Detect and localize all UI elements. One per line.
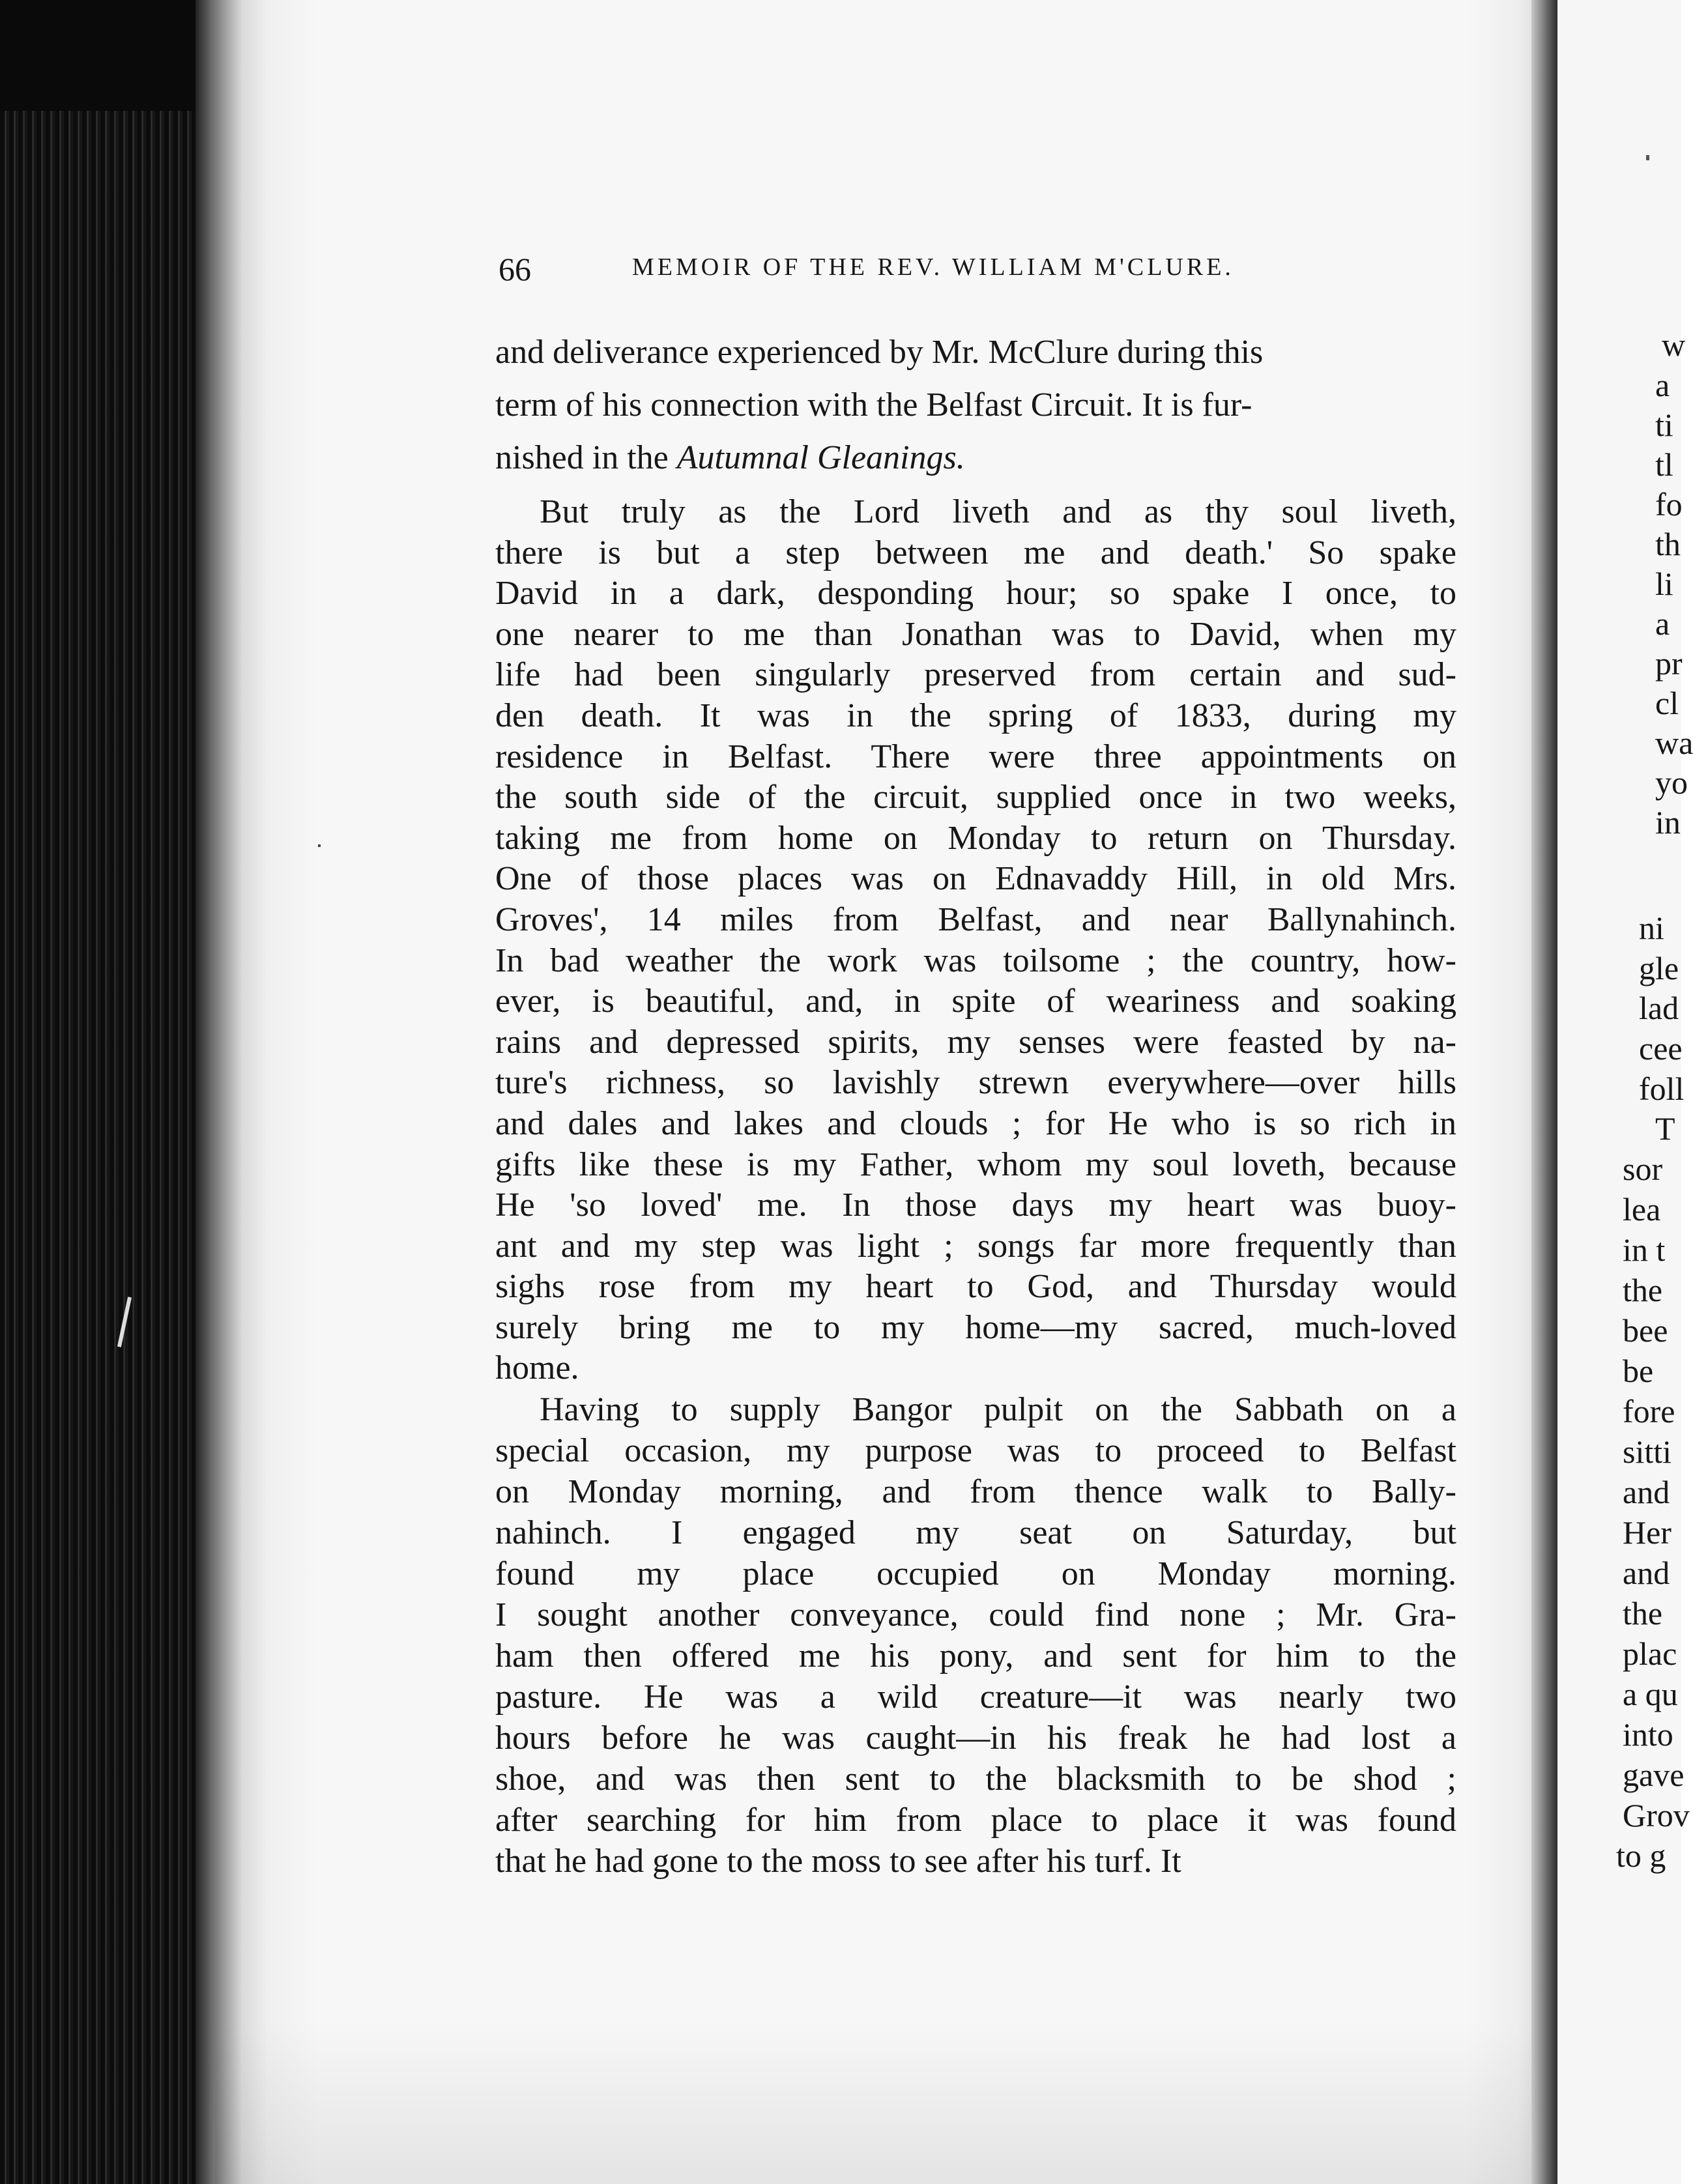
facing-page-line: a [1655, 367, 1670, 403]
speck [1646, 155, 1649, 160]
facing-page-line: th [1655, 526, 1681, 562]
text-line [495, 431, 1456, 484]
text-line: found my place occupied on Monday morning. [495, 1555, 1456, 1593]
page-gutter [1531, 0, 1557, 2184]
facing-page-line: and [1623, 1474, 1670, 1510]
facing-page-line: Her [1623, 1514, 1671, 1551]
text-line: ant and my step was light ; songs far more frequently than [495, 1227, 1456, 1265]
body-text [495, 326, 1456, 1882]
facing-page-line: in [1655, 804, 1681, 841]
text-line: den death. It was in the spring of 1833, during my [495, 697, 1456, 734]
text-line: In bad weather the work was toilsome ; the country, how- [495, 941, 1456, 979]
facing-page-line: be [1623, 1353, 1654, 1389]
text-line: surely bring me to my home—my sacred, much-loved [495, 1308, 1456, 1346]
text-line: But truly as the Lord liveth and as thy soul liveth, [540, 493, 1456, 530]
opening-lines [495, 326, 1456, 484]
facing-page-line: fo [1655, 486, 1683, 523]
text-line: and deliverance experienced by Mr. McClure during this [495, 334, 1264, 371]
text-line: Groves', 14 miles from Belfast, and near Ballynahinch. [495, 900, 1456, 938]
text-line: home. [495, 1349, 579, 1387]
facing-page-line: pr [1655, 645, 1683, 682]
facing-page-line: lea [1623, 1191, 1661, 1228]
facing-page [1557, 0, 1693, 2184]
text-line: the south side of the circuit, supplied once in two weeks, [495, 779, 1456, 816]
page-shadow [215, 2020, 1531, 2184]
page-edge [195, 0, 241, 2184]
text-line: shoe, and was then sent to the blacksmith to be shod ; [495, 1760, 1456, 1798]
paragraph-1 [495, 492, 1456, 1389]
facing-page-line: gave [1623, 1757, 1685, 1793]
facing-page-line: foll [1639, 1070, 1685, 1107]
facing-page-line: ti [1655, 407, 1673, 443]
text-line: after searching for him from place to place it was found [495, 1802, 1456, 1839]
facing-page-line: gle [1639, 950, 1679, 986]
facing-page-line: cl [1655, 685, 1679, 721]
facing-page-line: sitti [1623, 1433, 1672, 1470]
facing-page-line: into [1623, 1716, 1673, 1753]
facing-page-line: to g [1616, 1837, 1666, 1874]
text-line: He 'so loved' me. In those days my heart was buoy- [495, 1186, 1456, 1224]
facing-page-line: a qu [1623, 1676, 1678, 1712]
text-line: there is but a step between me and death.' So spake [495, 534, 1456, 571]
binding-shadow [0, 0, 215, 111]
facing-page-line: lad [1639, 990, 1679, 1026]
text-line: term of his connection with the Belfast Circuit. It is fur- [495, 386, 1252, 424]
text-line: special occasion, my purpose was to proceed to Belfast [495, 1432, 1456, 1470]
text-line: hours before he was caught—in his freak he had lost a [495, 1719, 1456, 1757]
text-line: David in a dark, desponding hour; so spake I once, to [495, 575, 1456, 612]
text-line: taking me from home on Monday to return on Thursday. [495, 819, 1456, 857]
facing-page-line: T [1655, 1110, 1675, 1147]
margin-mark [318, 844, 321, 847]
page-number: 66 [499, 251, 531, 287]
text-line: nahinch. I engaged my seat on Saturday, but [495, 1514, 1456, 1552]
facing-page-line: a [1655, 605, 1670, 642]
text-line: and dales and lakes and clouds ; for He who is so rich in [495, 1104, 1456, 1142]
running-title: MEMOIR OF THE REV. WILLIAM M'CLURE. [632, 253, 1234, 281]
facing-page-line: in t [1623, 1231, 1666, 1268]
text-line: ham then offered me his pony, and sent for him to the [495, 1637, 1456, 1675]
facing-page-line: Grov [1623, 1797, 1690, 1833]
text-line: One of those places was on Ednavaddy Hill, in old Mrs. [495, 860, 1456, 898]
facing-page-line: sor [1623, 1151, 1663, 1187]
book-title-italic: Autumnal Gleanings. [676, 439, 965, 476]
text-line: ture's richness, so lavishly strewn everywhere—over hills [495, 1064, 1456, 1102]
running-head [499, 250, 1339, 289]
text-fragment: nished in the [495, 439, 677, 476]
book-binding [0, 0, 215, 2184]
text-line: Having to supply Bangor pulpit on the Sabbath on a [540, 1391, 1456, 1429]
text-line: rains and depressed spirits, my senses were feasted by na- [495, 1023, 1456, 1061]
facing-page-line: cee [1639, 1030, 1683, 1067]
facing-page-line: wa [1655, 725, 1693, 761]
text-line: life had been singularly preserved from certain and sud- [495, 656, 1456, 694]
facing-page-line: yo [1655, 764, 1688, 801]
facing-page-line: plac [1623, 1635, 1677, 1672]
facing-page-line: fore [1623, 1393, 1675, 1430]
facing-page-line: the [1623, 1272, 1663, 1308]
text-line: gifts like these is my Father, whom my soul loveth, because [495, 1145, 1456, 1183]
text-line: that he had gone to the moss to see after his turf. It [495, 1843, 1181, 1880]
facing-page-line: ni [1639, 910, 1664, 946]
facing-page-line: w [1662, 326, 1686, 363]
facing-page-line: the [1623, 1595, 1663, 1631]
text-line: on Monday morning, and from thence walk to Bally- [495, 1473, 1456, 1511]
text-line: sighs rose from my heart to God, and Thursday would [495, 1268, 1456, 1306]
facing-page-line: tl [1655, 446, 1673, 483]
text-line: pasture. He was a wild creature—it was nearly two [495, 1678, 1456, 1716]
text-line: I sought another conveyance, could find none ; Mr. Gra- [495, 1596, 1456, 1634]
facing-page-line: and [1623, 1555, 1670, 1591]
text-line: one nearer to me than Jonathan was to David, when my [495, 615, 1456, 653]
facing-page-line: li [1655, 566, 1673, 602]
facing-page-line: bee [1623, 1312, 1668, 1349]
paragraph-2 [495, 1389, 1456, 1882]
text-line: ever, is beautiful, and, in spite of weariness and soaking [495, 983, 1456, 1020]
text-line: residence in Belfast. There were three appointments on [495, 738, 1456, 775]
